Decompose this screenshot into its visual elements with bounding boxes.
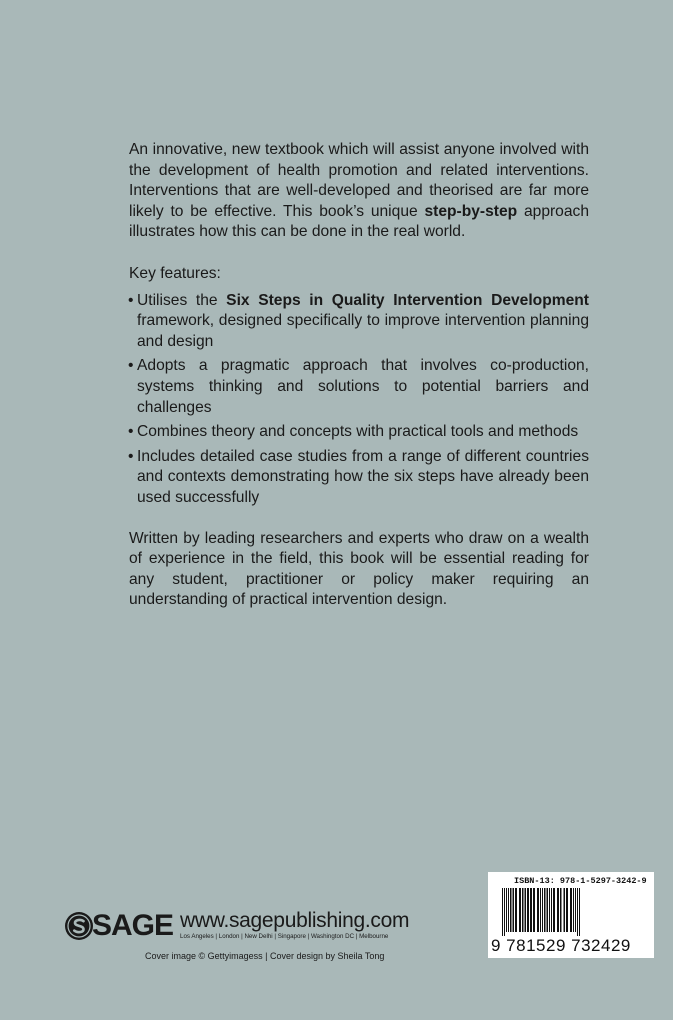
- barcode-bar: [542, 888, 543, 932]
- publisher-logo: [64, 908, 173, 944]
- intro-paragraph: [129, 140, 589, 243]
- barcode-bar: [508, 888, 509, 932]
- isbn-label: ISBN-13: 978-1-5297-3242-9: [514, 876, 647, 886]
- bullet-icon: •: [128, 423, 134, 441]
- barcode-bar: [540, 888, 541, 932]
- publisher-name: SAGE: [92, 909, 174, 942]
- barcode-bar: [579, 888, 580, 936]
- barcode-bar: [519, 888, 521, 932]
- barcode-bar: [575, 888, 576, 932]
- barcode-bar: [573, 888, 574, 932]
- barcode-bar: [551, 888, 552, 932]
- barcode-bar: [502, 888, 503, 936]
- barcode-bars: [496, 888, 646, 938]
- key-features-heading: Key features:: [129, 264, 221, 282]
- bullet-icon: •: [128, 357, 134, 375]
- barcode-bar: [504, 888, 505, 936]
- bullet-icon: •: [128, 291, 134, 309]
- key-features-list: [129, 291, 589, 509]
- publisher-cities: Los Angeles | London | New Delhi | Singapore | Washington DC | Melbourne: [180, 933, 389, 940]
- sage-s-logo-icon: [64, 911, 94, 941]
- barcode-bar: [537, 888, 539, 932]
- publisher-url: www.sagepublishing.com: [180, 909, 410, 932]
- barcode-bar: [522, 888, 524, 932]
- barcode-bar: [553, 888, 555, 932]
- barcode-bar: [577, 888, 578, 936]
- barcode-bar: [527, 888, 529, 932]
- barcode-bar: [530, 888, 532, 932]
- barcode-bar: [570, 888, 572, 932]
- barcode-bar: [566, 888, 568, 932]
- intro-text: An innovative, new textbook which will assist anyone involved with the development of health promotion and related interventions. Interventions that are well-developed and theorised are far more likely to be effective. This book’s unique: [129, 141, 589, 220]
- feature-item: • Utilises the Six Steps in Quality Intervention Development framework, designed specifically to improve intervention planning and design: [128, 291, 589, 350]
- barcode-bar: [557, 888, 559, 932]
- barcode-bar: [510, 888, 512, 932]
- feature-item: • Adopts a pragmatic approach that involves co-production, systems thinking and solutions to potential barriers and challenges: [128, 357, 589, 416]
- barcode-bar: [560, 888, 562, 932]
- barcode-bar: [506, 888, 507, 932]
- barcode-bar: [547, 888, 549, 932]
- intro-text-end: approach illustrates how this can be done in the real world.: [129, 202, 590, 241]
- barcode-bar: [533, 888, 535, 932]
- barcode-bar: [515, 888, 517, 932]
- feature-item: • Combines theory and concepts with practical tools and methods: [129, 422, 589, 443]
- barcode-bar: [549, 888, 550, 932]
- isbn-barcode: [488, 872, 654, 958]
- barcode-bar: [544, 888, 546, 932]
- bullet-icon: •: [128, 447, 134, 465]
- barcode-bar: [564, 888, 566, 932]
- barcode-bar: [525, 888, 527, 932]
- publisher-info: [180, 910, 409, 941]
- cover-credits: Cover image © Gettyimagess | Cover design by Sheila Tong: [145, 951, 385, 961]
- intro-bold-text: step-by-step: [424, 202, 518, 220]
- barcode-digits: 9 781529 732429: [491, 936, 631, 955]
- back-cover-description: [129, 140, 589, 611]
- feature-item: • Includes detailed case studies from a range of different countries and contexts demonstrating how the six steps have already been used successfully: [128, 447, 589, 506]
- barcode-bar: [513, 888, 515, 932]
- closing-paragraph: Written by leading researchers and experts who draw on a wealth of experience in the field, this book will be essential reading for any student, practitioner or policy maker requiring an understanding of practical intervention design.: [129, 529, 589, 609]
